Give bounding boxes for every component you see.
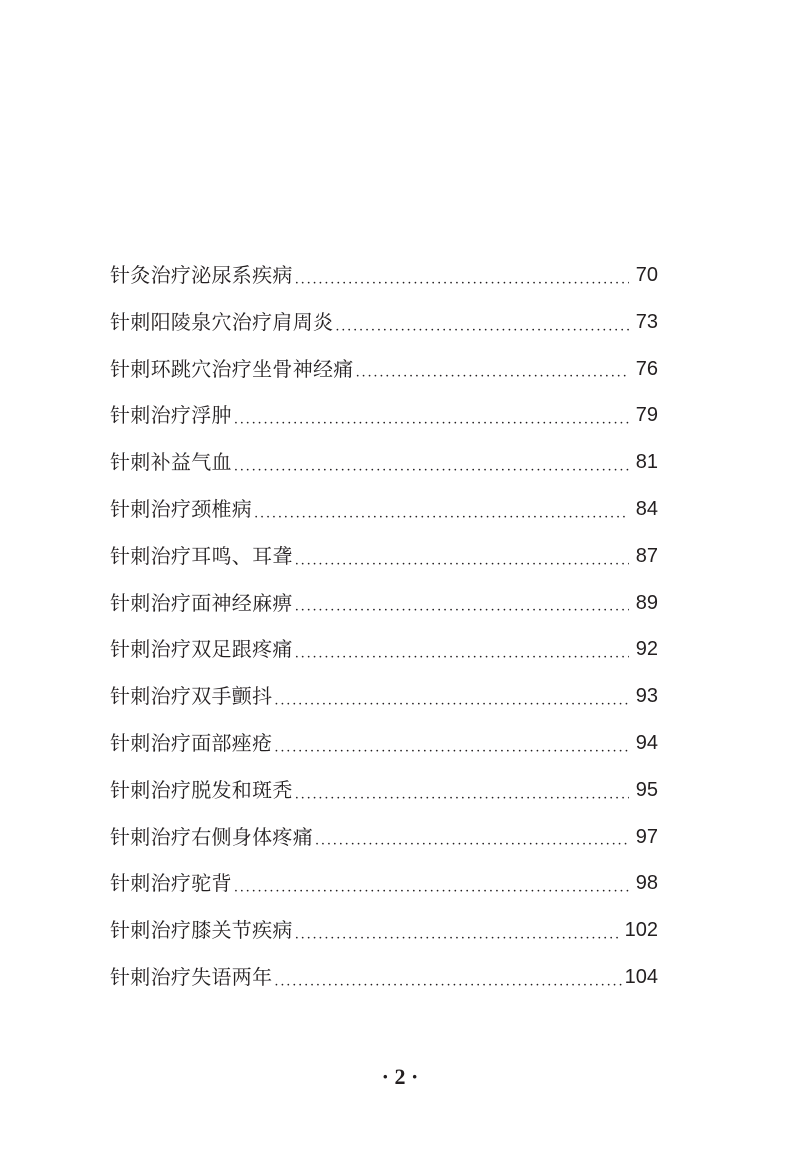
table-of-contents: [110, 252, 658, 1001]
toc-dot-leader: [234, 439, 629, 486]
toc-entry-title: 针刺阳陵泉穴治疗肩周炎: [110, 309, 334, 334]
toc-entry-title: 针刺治疗颈椎病: [110, 496, 253, 521]
toc-entry[interactable]: [110, 439, 658, 486]
toc-entry-page: 73: [635, 310, 658, 333]
toc-entry[interactable]: [110, 392, 658, 439]
toc-dot-leader: [315, 814, 629, 861]
toc-dot-leader: [234, 860, 629, 907]
toc-dot-leader: [274, 720, 629, 767]
toc-dot-leader: [295, 626, 629, 673]
toc-entry-page: 95: [635, 778, 658, 801]
toc-entry[interactable]: [110, 626, 658, 673]
toc-dot-leader: [295, 907, 622, 954]
toc-entry[interactable]: [110, 533, 658, 580]
toc-entry-page: 70: [635, 264, 658, 286]
toc-entry[interactable]: [110, 580, 658, 627]
toc-entry-title: 针刺治疗双手颤抖: [110, 684, 273, 709]
toc-entry-title: 针刺治疗膝关节疾病: [110, 918, 293, 943]
toc-dot-leader: [234, 392, 629, 439]
toc-entry-page: 79: [635, 404, 658, 427]
toc-entry-page: 81: [635, 451, 658, 474]
toc-entry[interactable]: [110, 954, 658, 1001]
toc-entry-title: 针刺治疗右侧身体疼痛: [110, 824, 313, 849]
toc-entry-title: 针刺环跳穴治疗坐骨神经痛: [110, 356, 354, 381]
toc-entry[interactable]: [110, 299, 658, 346]
toc-entry[interactable]: [110, 486, 658, 533]
toc-dot-leader: [295, 533, 629, 580]
toc-dot-leader: [295, 252, 629, 299]
toc-entry-title: 针刺治疗双足跟疼痛: [110, 637, 293, 662]
toc-entry-title: 针刺治疗脱发和斑秃: [110, 777, 293, 802]
toc-entry-title: 针刺治疗耳鸣、耳聋: [110, 543, 293, 568]
toc-entry[interactable]: [110, 346, 658, 393]
toc-entry-title: 针刺治疗面部痤疮: [110, 730, 273, 755]
toc-entry-page: 94: [635, 731, 658, 754]
toc-entry-page: 89: [635, 591, 658, 614]
toc-dot-leader: [254, 486, 629, 533]
toc-entry[interactable]: [110, 720, 658, 767]
toc-entry-page: 98: [635, 872, 658, 895]
toc-entry-page: 87: [635, 544, 658, 567]
toc-entry[interactable]: [110, 252, 658, 299]
toc-entry[interactable]: [110, 860, 658, 907]
toc-dot-leader: [356, 346, 629, 393]
toc-entry-page: 93: [635, 685, 658, 708]
toc-entry-page: 102: [624, 919, 658, 942]
toc-entry-title: 针刺治疗驼背: [110, 871, 232, 896]
toc-entry-title: 针刺补益气血: [110, 450, 232, 475]
toc-entry[interactable]: [110, 814, 658, 861]
toc-entry-title: 针刺治疗面神经麻痹: [110, 590, 293, 615]
toc-entry-page: 84: [635, 497, 658, 520]
toc-entry-title: 针刺治疗浮肿: [110, 403, 232, 428]
toc-entry[interactable]: [110, 767, 658, 814]
toc-dot-leader: [274, 954, 621, 1001]
toc-dot-leader: [335, 299, 629, 346]
toc-entry-page: 92: [635, 638, 658, 661]
toc-entry[interactable]: [110, 907, 658, 954]
toc-dot-leader: [274, 673, 629, 720]
toc-entry[interactable]: [110, 673, 658, 720]
toc-entry-title: 针刺治疗失语两年: [110, 964, 273, 989]
toc-entry-page: 76: [635, 357, 658, 380]
toc-dot-leader: [295, 580, 629, 627]
toc-entry-title: 针灸治疗泌尿系疾病: [110, 263, 293, 287]
page-number: · 2 ·: [381, 1064, 419, 1089]
toc-dot-leader: [295, 767, 629, 814]
toc-entry-page: 97: [635, 825, 658, 848]
toc-entry-page: 104: [624, 965, 658, 988]
